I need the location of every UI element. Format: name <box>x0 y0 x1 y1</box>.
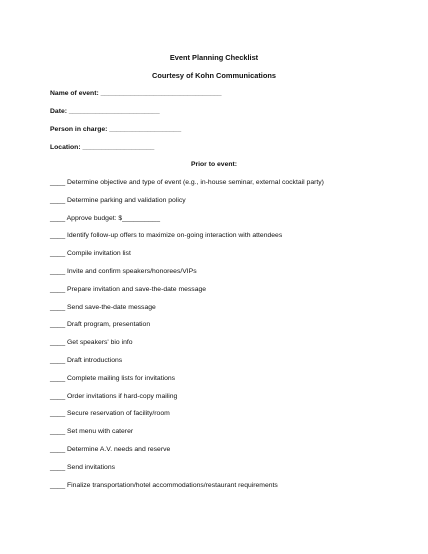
checklist-item: ____ Invite and confirm speakers/honorees/VIPs <box>50 267 197 275</box>
section-heading-prior-to-event: Prior to event: <box>190 161 238 168</box>
checklist-item: ____ Approve budget: $__________ <box>50 214 160 222</box>
checklist-item: ____ Determine parking and validation policy <box>50 196 186 204</box>
date-field: Date: ________________________ <box>50 108 160 115</box>
document-title: Event Planning Checklist <box>169 53 259 62</box>
checklist-item: ____ Finalize transportation/hotel accommodations/restaurant requirements <box>50 481 278 489</box>
checklist <box>50 178 324 498</box>
checklist-item: ____ Determine objective and type of event (e.g., in-house seminar, external cocktail party) <box>50 179 324 186</box>
checklist-item: ____ Determine A.V. needs and reserve <box>50 445 171 453</box>
checklist-item: ____ Order invitations if hard-copy mailing <box>50 392 178 400</box>
checklist-item: ____ Get speakers' bio info <box>50 339 133 347</box>
document-subtitle: Courtesy of Kohn Communications <box>151 71 276 80</box>
name-of-event-field: Name of event: ________________________________ <box>50 90 222 97</box>
person-in-charge-field: Person in charge: ___________________ <box>50 126 182 133</box>
checklist-item: ____ Draft program, presentation <box>50 321 151 329</box>
checklist-item: ____ Prepare invitation and save-the-date message <box>50 285 207 293</box>
checklist-item: ____ Send save-the-date message <box>50 303 156 311</box>
checklist-item: ____ Send invitations <box>50 463 115 471</box>
checklist-item: ____ Compile invitation list <box>50 250 131 258</box>
checklist-item: ____ Draft introductions <box>50 356 123 364</box>
location-field: Location: ___________________ <box>50 144 155 151</box>
checklist-item: ____ Complete mailing lists for invitations <box>50 374 176 382</box>
checklist-item: ____ Secure reservation of facility/room <box>50 410 170 418</box>
checklist-item: ____ Identify follow-up offers to maximize on-going interaction with attendees <box>50 232 283 240</box>
checklist-item: ____ Set menu with caterer <box>50 428 134 436</box>
